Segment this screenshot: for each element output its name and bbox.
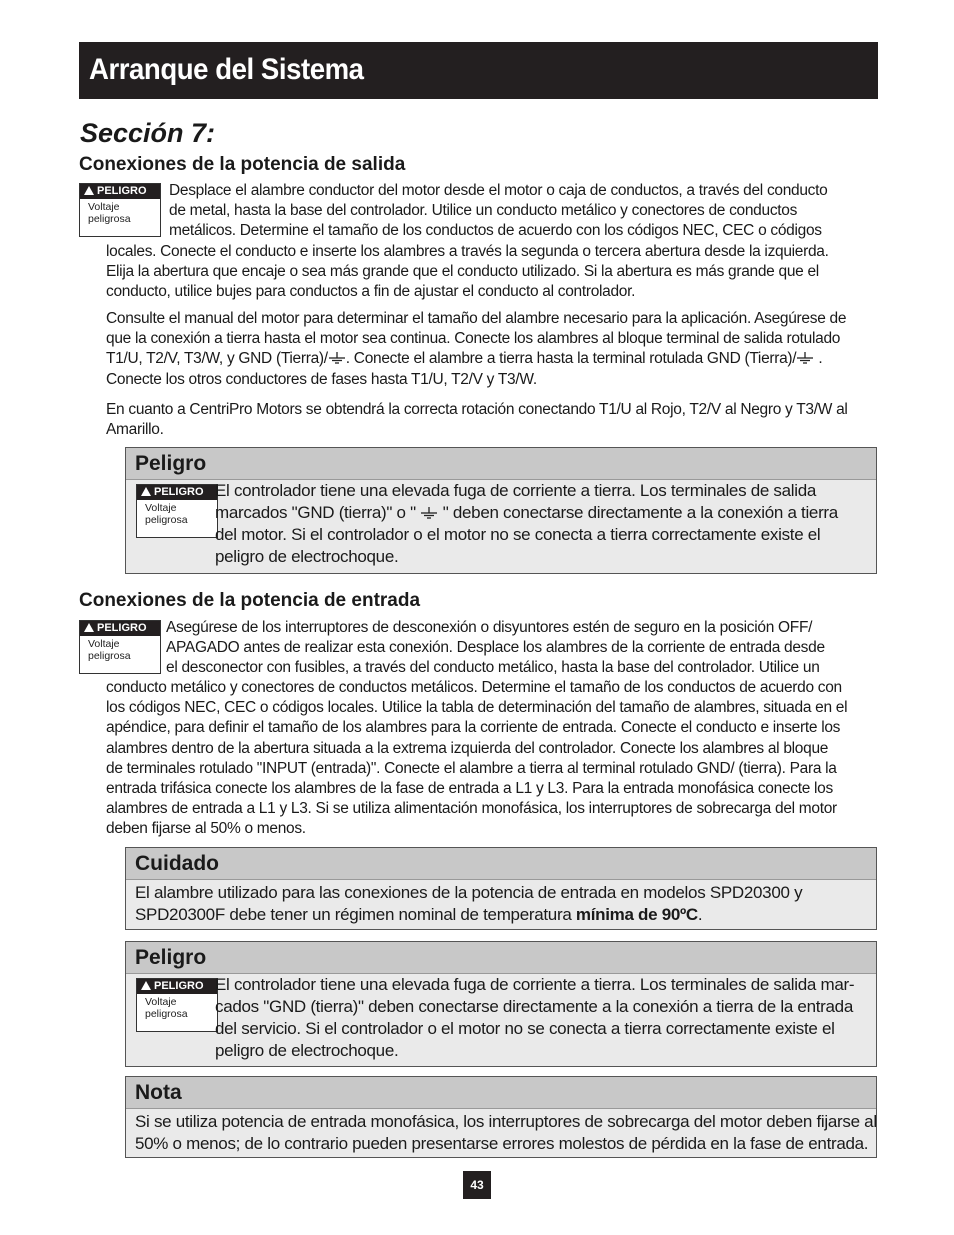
page-header — [79, 42, 878, 99]
danger-box-title: Peligro — [126, 448, 876, 480]
section-title: Sección 7: — [80, 118, 216, 148]
output-paragraph-1a: Desplace el alambre conductor del motor desde el motor o caja de conductos, a través del conducto de metal, hasta la base del controlador. Utilice un conducto metálico y conectores de conductos metálicos. Determine el tamaño de los conductos de acuerdo con los códigos NEC, CEC o códigos — [169, 182, 828, 240]
output-paragraph-3: En cuanto a CentriPro Motors se obtendrá la correcta rotación conectando T1/U al Rojo, T2/V al Negro y T3/W al Amarillo. — [106, 401, 848, 439]
danger-box-text: El controlador tiene una elevada fuga de corriente a tierra. Los terminales de salida mar- cados "GND (tierra)" deben conectarse directamente a la conexión a tierra de la entrada del servicio. Si el controlador o el motor no se conecta a tierra correctamente existe el peligro de electrochoque. — [215, 975, 855, 1060]
note-box-title: Nota — [126, 1077, 876, 1109]
input-paragraph-b: conducto metálico y conectores de conductos metálicos. Determine el tamaño de los conductos de acuerdo con los códigos NEC, CEC o códigos locales. Utilice la tabla de determinación del tamaño de alambres, situada en el apéndice, para definir el tamaño de los alambres para la corriente de entrada. Conecte el conducto e inserte los alambres dentro de la abertura situada a la extrema izquierda del controlador. Conecte los alambres al bloque de terminales rotulado "INPUT (entrada)". Conecte el alambre a tierra al terminal rotulado GND/ (tierra). Para la entrada trifásica conecte los alambres de la fase de entrada a L1 y L3. Para la entrada monofásica conecte los alambres de entrada a L1 y L3. Si se utiliza alimentación monofásica, los interruptores de sobrecarga del motor deben fijarse al 50% o menos. — [106, 679, 848, 838]
ground-symbol-icon — [796, 352, 814, 364]
page-header-title: Arranque del Sistema — [89, 53, 364, 86]
warning-triangle-icon — [141, 487, 151, 496]
output-paragraph-1b: locales. Conecte el conducto e inserte los alambres a través la segunda o tercera abertura desde la izquierda. Elija la abertura que encaje o sea más grande que el conducto utilizado. Si la abertura es más grande que el conducto, utilice bujes para conductos a fin de ajustar el conducto al controlador. — [106, 243, 829, 301]
danger-voltage-label: PELIGRO Voltaje peligrosa — [136, 978, 218, 1032]
warning-triangle-icon — [84, 623, 94, 632]
ground-symbol-icon — [328, 352, 346, 364]
output-paragraph-2: Consulte el manual del motor para determinar el tamaño del alambre necesario para la aplicación. Asegúrese de que la conexión a tierra hasta el motor sea continua. Conecte los alambres al bloque terminal de salida rotulado T1/U, T2/V, T3/W, y GND (Tierra)/ . Conecte el alambre a tierra hasta la terminal rotulada GND (Tierra)/ . Conecte los otros conductores de fases hasta T1/U, T2/V y T3/W. — [106, 310, 847, 388]
danger-box-text: El controlador tiene una elevada fuga de corriente a tierra. Los terminales de salida marcados "GND (tierra)" o " " deben conectarse directamente a la conexión a tierra del motor. Si el controlador o el motor no se conecta a tierra correctamente existe el peligro de electrochoque. — [215, 481, 838, 566]
page-number: 43 — [463, 1171, 491, 1199]
warning-triangle-icon — [141, 981, 151, 990]
warning-triangle-icon — [84, 186, 94, 195]
ground-symbol-icon — [420, 507, 438, 519]
note-box — [125, 1076, 877, 1158]
note-box-text: Si se utiliza potencia de entrada monofásica, los interruptores de sobrecarga del motor deben fijarse al 50% o menos; de lo contrario pueden presentarse errores molestos de pérdida en la fase de entrada. — [135, 1112, 877, 1153]
danger-box-input — [125, 941, 877, 1067]
caution-box-title: Cuidado — [126, 848, 876, 880]
danger-voltage-label: PELIGRO Voltaje peligrosa — [79, 183, 161, 237]
caution-box — [125, 847, 877, 930]
danger-voltage-label: PELIGRO Voltaje peligrosa — [79, 620, 161, 674]
caution-box-text: El alambre utilizado para las conexiones de la potencia de entrada en modelos SPD20300 y SPD20300F debe tener un régimen nominal de temperatura mínima de 90ºC. — [135, 883, 803, 924]
danger-box-title: Peligro — [126, 942, 876, 974]
input-paragraph-a: Asegúrese de los interruptores de desconexión o disyuntores estén de seguro en la posición OFF/ APAGADO antes de realizar esta conexión. Desplace los alambres de la corriente de entrada desde el desconector con fusibles, a través del conducto metálico, hasta la base del controlador. Utilice un — [166, 619, 825, 677]
output-heading: Conexiones de la potencia de salida — [79, 154, 406, 175]
danger-voltage-label: PELIGRO Voltaje peligrosa — [136, 484, 218, 538]
input-heading: Conexiones de la potencia de entrada — [79, 590, 421, 611]
danger-box-output — [125, 447, 877, 574]
